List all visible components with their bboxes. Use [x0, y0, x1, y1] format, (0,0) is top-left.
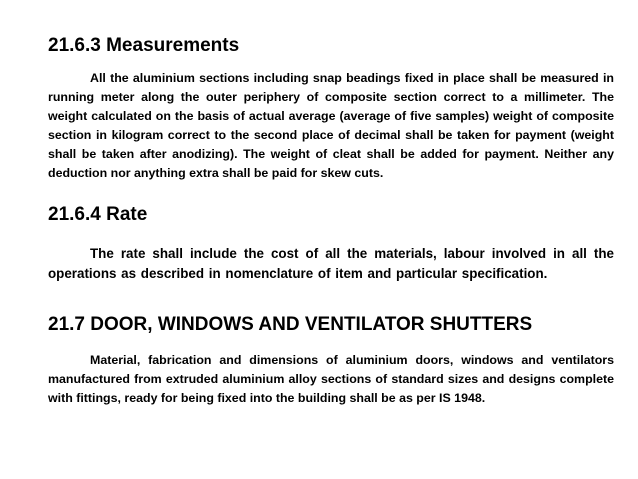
section-heading-rate: 21.6.4 Rate	[48, 204, 148, 225]
section-body-measurements: All the aluminium sections including snap beadings fixed in place shall be measured in running meter along the outer periphery of composite section correct to a millimeter. The weight calculated on the basis of actual average (average of five samples) weight of composite section in kilogram correct to the second place of decimal shall be taken for payment (weight shall be taken after anodizing). The weight of cleat shall be added for payment. Neither any deduction nor anything extra shall be paid for skew cuts.	[48, 71, 614, 180]
section-body-door-windows-ventilator-shutters: Material, fabrication and dimensions of aluminium doors, windows and ventilators manufactured from extruded aluminium alloy sections of standard sizes and designs complete with fittings, ready for being fixed into the building shall be as per IS 1948.	[48, 353, 614, 405]
section-heading-measurements: 21.6.3 Measurements	[48, 35, 240, 56]
section-heading-door-windows-ventilator-shutters: 21.7 DOOR, WINDOWS AND VENTILATOR SHUTTERS	[48, 314, 533, 335]
section-body-rate: The rate shall include the cost of all the materials, labour involved in all the operations as described in nomenclature of item and particular specification.	[48, 246, 614, 281]
